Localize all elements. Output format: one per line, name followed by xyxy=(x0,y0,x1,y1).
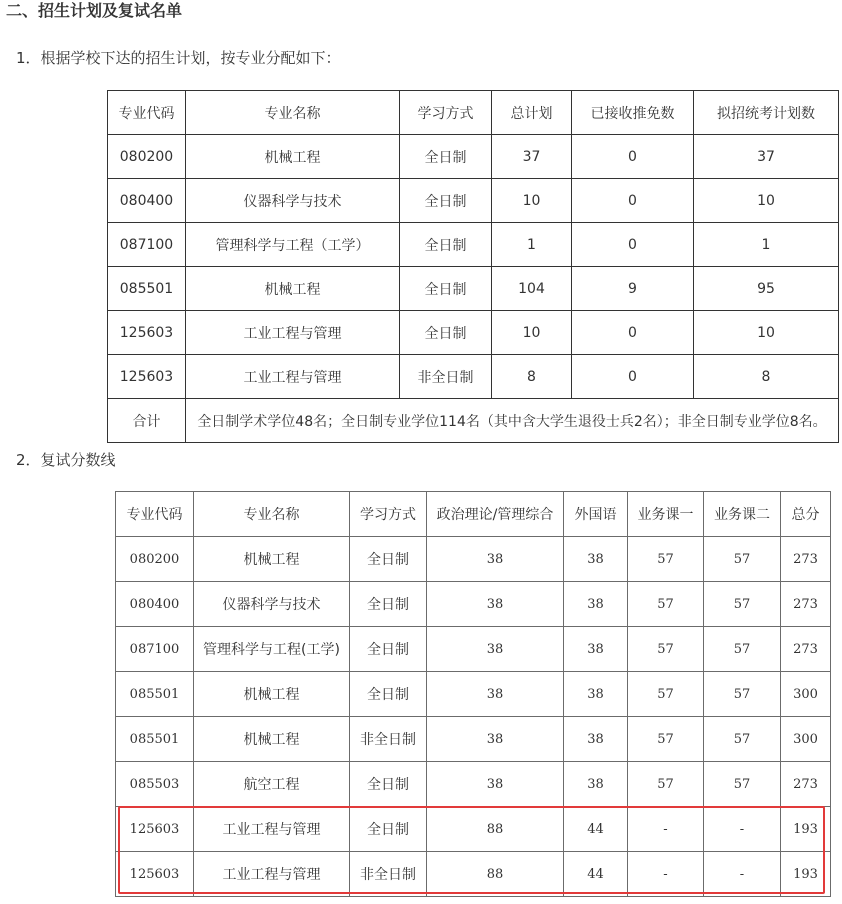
table-cell: 087100 xyxy=(116,627,194,672)
table-header-cell: 学习方式 xyxy=(400,91,492,135)
table-cell: 080400 xyxy=(108,179,186,223)
table-cell: 工业工程与管理 xyxy=(194,852,350,897)
table-row xyxy=(116,762,831,807)
table-cell: 125603 xyxy=(108,355,186,399)
table-cell: 机械工程 xyxy=(186,267,400,311)
table-cell: 080200 xyxy=(108,135,186,179)
table-cell: 300 xyxy=(781,672,831,717)
table-cell: 125603 xyxy=(116,852,194,897)
table-row xyxy=(116,717,831,762)
table-cell: 125603 xyxy=(116,807,194,852)
table-header-cell: 总计划 xyxy=(492,91,572,135)
table-cell: 88 xyxy=(427,852,564,897)
table-header-cell: 专业名称 xyxy=(194,492,350,537)
table-cell: 273 xyxy=(781,537,831,582)
table-row xyxy=(116,627,831,672)
table-cell: 080200 xyxy=(116,537,194,582)
table-cell: 57 xyxy=(704,762,781,807)
table-cell: 085501 xyxy=(116,672,194,717)
table-cell: 全日制 xyxy=(400,311,492,355)
table-row xyxy=(108,135,839,179)
total-text: 全日制学术学位48名；全日制专业学位114名（其中含大学生退役士兵2名）；非全日制专业学位8名。 xyxy=(186,399,839,443)
table-cell: 工业工程与管理 xyxy=(186,311,400,355)
table-cell: 300 xyxy=(781,717,831,762)
table-cell: 机械工程 xyxy=(194,717,350,762)
table-cell: 57 xyxy=(628,762,704,807)
score-line-table xyxy=(115,491,831,897)
table-header-cell: 学习方式 xyxy=(350,492,427,537)
table-row xyxy=(116,852,831,897)
table-cell: 95 xyxy=(694,267,839,311)
table-cell: 10 xyxy=(492,311,572,355)
table-cell: 1 xyxy=(492,223,572,267)
table-cell: 273 xyxy=(781,627,831,672)
table-cell: 全日制 xyxy=(350,762,427,807)
table-row xyxy=(108,267,839,311)
table-header-cell: 业务课二 xyxy=(704,492,781,537)
table-cell: 8 xyxy=(694,355,839,399)
table-cell: 机械工程 xyxy=(194,537,350,582)
table-cell: 38 xyxy=(427,672,564,717)
table-cell: 38 xyxy=(427,537,564,582)
table-header-row xyxy=(108,91,839,135)
table-header-cell: 业务课一 xyxy=(628,492,704,537)
table-cell: 0 xyxy=(572,355,694,399)
table-row xyxy=(116,672,831,717)
table-cell: 193 xyxy=(781,852,831,897)
table-cell: 44 xyxy=(564,852,628,897)
table-header-row xyxy=(116,492,831,537)
table-row xyxy=(108,223,839,267)
table-cell: 全日制 xyxy=(350,537,427,582)
table-cell: 44 xyxy=(564,807,628,852)
table-cell: 57 xyxy=(704,717,781,762)
table-cell: 273 xyxy=(781,762,831,807)
table-cell: 9 xyxy=(572,267,694,311)
table-cell: 全日制 xyxy=(350,627,427,672)
table-header-cell: 政治理论/管理综合 xyxy=(427,492,564,537)
table-cell: 机械工程 xyxy=(194,672,350,717)
table-cell: 57 xyxy=(704,582,781,627)
table-cell: 全日制 xyxy=(350,672,427,717)
table-cell: 57 xyxy=(628,627,704,672)
table-header-cell: 已接收推免数 xyxy=(572,91,694,135)
table-cell: 38 xyxy=(427,762,564,807)
table-cell: 38 xyxy=(427,582,564,627)
table-cell: 38 xyxy=(564,672,628,717)
table-cell: 104 xyxy=(492,267,572,311)
table-cell: 193 xyxy=(781,807,831,852)
table-cell: 全日制 xyxy=(350,582,427,627)
table-cell: 仪器科学与技术 xyxy=(186,179,400,223)
table-cell: 1 xyxy=(694,223,839,267)
table-total-row xyxy=(108,399,839,443)
table-cell: 全日制 xyxy=(400,267,492,311)
table-cell: 88 xyxy=(427,807,564,852)
paragraph-score-line: 2．复试分数线 xyxy=(16,451,116,469)
table-cell: 全日制 xyxy=(400,135,492,179)
table-header-cell: 外国语 xyxy=(564,492,628,537)
table-header-cell: 拟招统考计划数 xyxy=(694,91,839,135)
table-row xyxy=(108,355,839,399)
table-cell: 管理科学与工程(工学) xyxy=(194,627,350,672)
table-cell: 机械工程 xyxy=(186,135,400,179)
table-cell: 0 xyxy=(572,135,694,179)
table-header-cell: 专业代码 xyxy=(108,91,186,135)
table-cell: 仪器科学与技术 xyxy=(194,582,350,627)
table-cell: 38 xyxy=(564,627,628,672)
section-title: 二、招生计划及复试名单 xyxy=(6,1,183,20)
table-cell: 125603 xyxy=(108,311,186,355)
enrollment-plan-table xyxy=(107,90,839,443)
table-cell: 0 xyxy=(572,311,694,355)
table-cell: 10 xyxy=(694,179,839,223)
table-cell: 工业工程与管理 xyxy=(186,355,400,399)
table-cell: 38 xyxy=(427,717,564,762)
table-row xyxy=(108,179,839,223)
table-row xyxy=(116,537,831,582)
table-cell: 38 xyxy=(564,717,628,762)
table-cell: 37 xyxy=(492,135,572,179)
table-cell: 273 xyxy=(781,582,831,627)
table-cell: 37 xyxy=(694,135,839,179)
table-cell: 管理科学与工程（工学） xyxy=(186,223,400,267)
table-cell: 非全日制 xyxy=(350,717,427,762)
table-cell: 非全日制 xyxy=(350,852,427,897)
table-cell: 57 xyxy=(628,672,704,717)
table-cell: 0 xyxy=(572,223,694,267)
table-cell: 57 xyxy=(628,582,704,627)
table-header-cell: 专业名称 xyxy=(186,91,400,135)
table-cell: 38 xyxy=(427,627,564,672)
table-cell: 航空工程 xyxy=(194,762,350,807)
table-cell: 10 xyxy=(694,311,839,355)
paragraph-enrollment-plan: 1．根据学校下达的招生计划，按专业分配如下： xyxy=(16,49,341,67)
table-cell: - xyxy=(628,807,704,852)
table-cell: 8 xyxy=(492,355,572,399)
table-row xyxy=(116,807,831,852)
table-cell: 57 xyxy=(704,672,781,717)
table-cell: 57 xyxy=(704,627,781,672)
table-cell: 工业工程与管理 xyxy=(194,807,350,852)
table-cell: 087100 xyxy=(108,223,186,267)
table-cell: 全日制 xyxy=(400,179,492,223)
table-cell: 57 xyxy=(628,717,704,762)
table-cell: 非全日制 xyxy=(400,355,492,399)
table-row xyxy=(108,311,839,355)
table-cell: 全日制 xyxy=(400,223,492,267)
table-cell: 0 xyxy=(572,179,694,223)
table-cell: 085503 xyxy=(116,762,194,807)
table-cell: - xyxy=(628,852,704,897)
table-cell: 085501 xyxy=(116,717,194,762)
table-cell: 57 xyxy=(704,537,781,582)
table-cell: 38 xyxy=(564,762,628,807)
table-cell: 全日制 xyxy=(350,807,427,852)
table-cell: 57 xyxy=(628,537,704,582)
table-header-cell: 总分 xyxy=(781,492,831,537)
table-cell: 38 xyxy=(564,582,628,627)
table-cell: - xyxy=(704,807,781,852)
table-cell: 080400 xyxy=(116,582,194,627)
table-header-cell: 专业代码 xyxy=(116,492,194,537)
table-cell: - xyxy=(704,852,781,897)
table-cell: 10 xyxy=(492,179,572,223)
table-cell: 085501 xyxy=(108,267,186,311)
table-row xyxy=(116,582,831,627)
table-cell: 38 xyxy=(564,537,628,582)
total-label: 合计 xyxy=(108,399,186,443)
